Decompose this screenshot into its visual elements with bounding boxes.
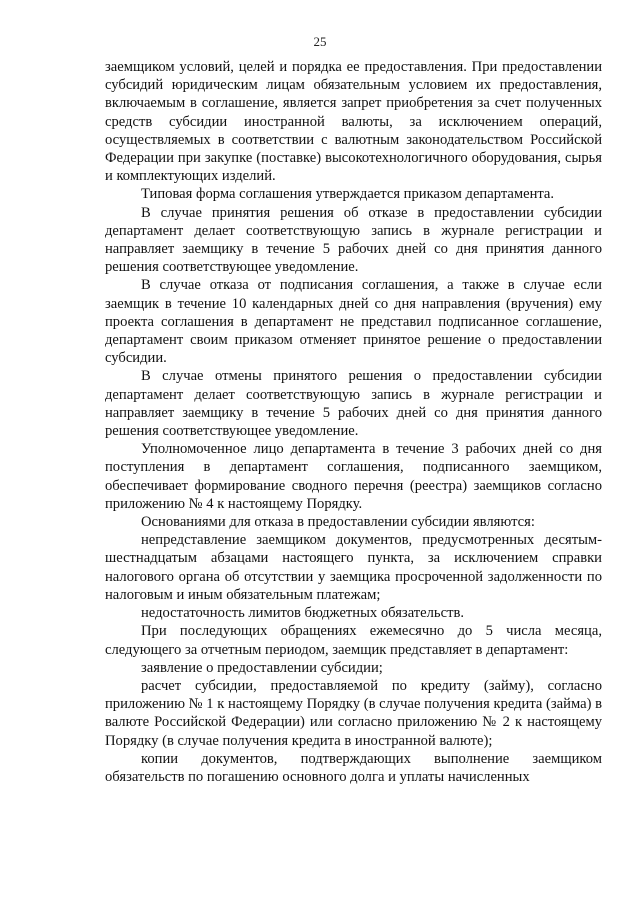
- paragraph-10: При последующих обращениях ежемесячно до 5 числа месяца, следующего за отчетным периодом, заемщик представляет в департамент:: [105, 623, 602, 658]
- paragraph-7: Основаниями для отказа в предоставлении субсидии являются:: [141, 514, 535, 531]
- paragraph-6: Уполномоченное лицо департамента в течение 3 рабочих дней со дня поступления в департамент соглашения, подписанного заемщиком, обеспечивает формирование сводного перечня (реестра) заемщиков согласно приложению № 4 к настоящему Порядку.: [105, 441, 602, 512]
- document-body: [105, 58, 602, 786]
- paragraph-9: недостаточность лимитов бюджетных обязательств.: [141, 605, 464, 622]
- paragraph-13: копии документов, подтверждающих выполнение заемщиком обязательств по погашению основного долга и уплаты начисленных: [105, 750, 602, 785]
- paragraph-3: В случае принятия решения об отказе в предоставлении субсидии департамент делает соответствующую запись в журнале регистрации и направляет заемщику в течение 5 рабочих дней со дня принятия данного решения соответствующее уведомление.: [105, 204, 602, 276]
- page-number: 25: [313, 34, 327, 49]
- paragraph-4: В случае отказа от подписания соглашения, а также в случае если заемщик в течение 10 календарных дней со дня направления (вручения) ему проекта соглашения в департамент не представил подписанное соглашение, департамент своим приказом отменяет принятое решение о предоставлении субсидии.: [105, 277, 602, 367]
- paragraph-12: расчет субсидии, предоставляемой по кредиту (займу), согласно приложению № 1 к настоящему Порядку (в случае получения кредита (займа) в валюте Российской Федерации) или согласно приложению № 2 к настоящему Порядку (в случае получения кредита в иностранной валюте);: [105, 677, 602, 749]
- paragraph-11: заявление о предоставлении субсидии;: [141, 659, 383, 676]
- paragraph-1: заемщиком условий, целей и порядка ее предоставления. При предоставлении субсидий юридическим лицам обязательным условием их предоставления, включаемым в соглашение, является запрет приобретения за счет полученных средств субсидии иностранной валюты, за исключением операций, осуществляемых в соответствии с валютным законодательством Российской Федерации при закупке (поставке) высокотехнологичного оборудования, сырья и комплектующих изделий.: [105, 59, 602, 185]
- paragraph-2: Типовая форма соглашения утверждается приказом департамента.: [141, 186, 555, 203]
- paragraph-8: непредставление заемщиком документов, предусмотренных десятым-шестнадцатым абзацами настоящего пункта, за исключением справки налогового органа об отсутствии у заемщика просроченной задолженности по налоговым и иным обязательным платежам;: [105, 532, 602, 603]
- paragraph-5: В случае отмены принятого решения о предоставлении субсидии департамент делает соответствующую запись в журнале регистрации и направляет заемщику в течение 5 рабочих дней со дня принятия данного решения соответствующее уведомление.: [105, 368, 602, 440]
